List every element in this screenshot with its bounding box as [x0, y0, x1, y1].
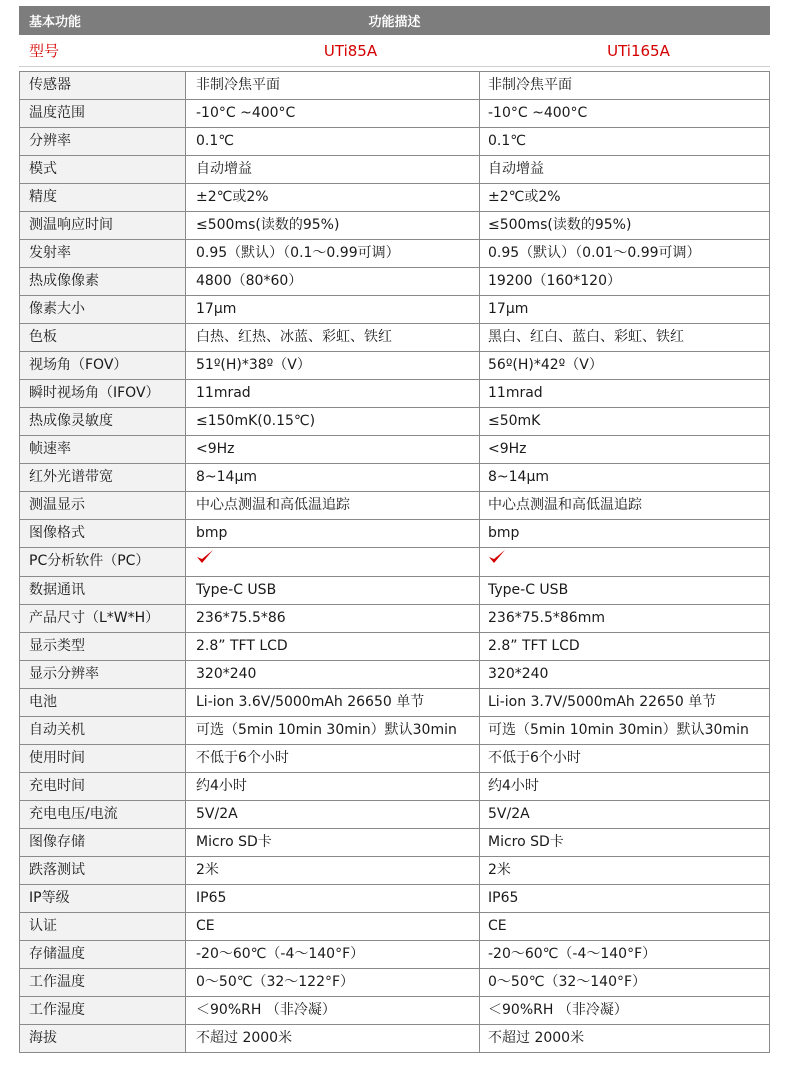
- spec-label: 测温显示: [20, 492, 186, 520]
- spec-label: 温度范围: [20, 100, 186, 128]
- spec-value-uti165a: 0.1℃: [480, 128, 770, 156]
- model-a-name: UTi85A: [323, 41, 378, 60]
- spec-value-uti85a: 2米: [186, 856, 480, 884]
- spec-label: PC分析软件（PC）: [20, 548, 186, 577]
- spec-table: [19, 71, 770, 1053]
- spec-label: 模式: [20, 156, 186, 184]
- spec-value-uti85a: Micro SD卡: [186, 828, 480, 856]
- table-row: [20, 464, 770, 492]
- spec-label: 显示类型: [20, 632, 186, 660]
- table-row: [20, 968, 770, 996]
- header-function-description: 功能描述: [368, 15, 421, 30]
- spec-value-uti85a: 2.8” TFT LCD: [186, 632, 480, 660]
- spec-value-uti85a: [186, 548, 480, 577]
- spec-value-uti165a: Micro SD卡: [480, 828, 770, 856]
- spec-label: 跌落测试: [20, 856, 186, 884]
- spec-value-uti85a: 0～50℃（32～122°F）: [186, 968, 480, 996]
- spec-label: 色板: [20, 324, 186, 352]
- spec-value-uti85a: 0.95（默认）（0.1～0.99可调）: [186, 240, 480, 268]
- spec-label: 数据通讯: [20, 576, 186, 604]
- table-row: [20, 1024, 770, 1052]
- table-row: [20, 576, 770, 604]
- checkmark-icon: [196, 548, 214, 575]
- table-row: [20, 800, 770, 828]
- spec-value-uti165a: Li-ion 3.7V/5000mAh 22650 单节: [480, 688, 770, 716]
- spec-value-uti85a: 17μm: [186, 296, 480, 324]
- table-row: [20, 604, 770, 632]
- spec-value-uti165a: 236*75.5*86mm: [480, 604, 770, 632]
- spec-value-uti85a: 0.1℃: [186, 128, 480, 156]
- spec-value-uti85a: 可选（5min 10min 30min）默认30min: [186, 716, 480, 744]
- spec-label: 测温响应时间: [20, 212, 186, 240]
- spec-value-uti85a: 236*75.5*86: [186, 604, 480, 632]
- spec-value-uti165a: 19200（160*120）: [480, 268, 770, 296]
- spec-value-uti85a: 8~14μm: [186, 464, 480, 492]
- spec-value-uti165a: 黑白、红白、蓝白、彩虹、铁红: [480, 324, 770, 352]
- spec-value-uti165a: 8~14μm: [480, 464, 770, 492]
- spec-value-uti165a: 约4小时: [480, 772, 770, 800]
- spec-label: 像素大小: [20, 296, 186, 324]
- spec-label: 图像存储: [20, 828, 186, 856]
- spec-value-uti85a: 不低于6个小时: [186, 744, 480, 772]
- spec-value-uti165a: Type-C USB: [480, 576, 770, 604]
- spec-value-uti85a: 不超过 2000米: [186, 1024, 480, 1052]
- spec-label: 显示分辨率: [20, 660, 186, 688]
- spec-value-uti165a: ≤500ms(读数的95%): [480, 212, 770, 240]
- table-row: [20, 128, 770, 156]
- spec-value-uti85a: <9Hz: [186, 436, 480, 464]
- spec-label: 热成像像素: [20, 268, 186, 296]
- spec-value-uti165a: 不低于6个小时: [480, 744, 770, 772]
- table-row: [20, 184, 770, 212]
- spec-value-uti85a: ±2℃或2%: [186, 184, 480, 212]
- table-row: [20, 912, 770, 940]
- table-row: [20, 996, 770, 1024]
- table-row: [20, 632, 770, 660]
- spec-label: 瞬时视场角（IFOV）: [20, 380, 186, 408]
- spec-label: 使用时间: [20, 744, 186, 772]
- table-row: [20, 884, 770, 912]
- table-row: [20, 716, 770, 744]
- spec-value-uti85a: IP65: [186, 884, 480, 912]
- table-row: [20, 352, 770, 380]
- table-row: [20, 72, 770, 100]
- table-row: [20, 856, 770, 884]
- spec-sheet: [19, 6, 770, 1053]
- spec-value-uti165a: <9Hz: [480, 436, 770, 464]
- spec-value-uti85a: CE: [186, 912, 480, 940]
- model-label: 型号: [29, 42, 60, 60]
- spec-value-uti165a: CE: [480, 912, 770, 940]
- table-row: [20, 520, 770, 548]
- spec-value-uti165a: 320*240: [480, 660, 770, 688]
- spec-label: 产品尺寸（L*W*H）: [20, 604, 186, 632]
- checkmark-icon: [488, 548, 506, 575]
- spec-value-uti165a: ±2℃或2%: [480, 184, 770, 212]
- table-row: [20, 380, 770, 408]
- spec-label: 工作湿度: [20, 996, 186, 1024]
- table-row: [20, 436, 770, 464]
- spec-value-uti85a: 白热、红热、冰蓝、彩虹、铁红: [186, 324, 480, 352]
- spec-label: 充电时间: [20, 772, 186, 800]
- table-row: [20, 240, 770, 268]
- spec-value-uti165a: 非制冷焦平面: [480, 72, 770, 100]
- table-row: [20, 828, 770, 856]
- spec-value-uti165a: 2米: [480, 856, 770, 884]
- table-row: [20, 100, 770, 128]
- spec-label: 红外光谱带宽: [20, 464, 186, 492]
- spec-value-uti85a: ＜90%RH （非冷凝）: [186, 996, 480, 1024]
- model-b-name: UTi165A: [607, 41, 670, 60]
- spec-value-uti165a: 17μm: [480, 296, 770, 324]
- spec-value-uti85a: 51º(H)*38º（V）: [186, 352, 480, 380]
- table-row: [20, 156, 770, 184]
- spec-value-uti85a: 5V/2A: [186, 800, 480, 828]
- spec-value-uti85a: bmp: [186, 520, 480, 548]
- table-row: [20, 940, 770, 968]
- spec-value-uti85a: 非制冷焦平面: [186, 72, 480, 100]
- spec-value-uti165a: 0.95（默认）（0.01～0.99可调）: [480, 240, 770, 268]
- spec-label: 发射率: [20, 240, 186, 268]
- table-row: [20, 296, 770, 324]
- spec-label: 分辨率: [20, 128, 186, 156]
- spec-value-uti165a: -10°C ~400°C: [480, 100, 770, 128]
- spec-value-uti165a: 不超过 2000米: [480, 1024, 770, 1052]
- spec-label: 热成像灵敏度: [20, 408, 186, 436]
- spec-label: 视场角（FOV）: [20, 352, 186, 380]
- table-row: [20, 212, 770, 240]
- spec-value-uti85a: 约4小时: [186, 772, 480, 800]
- spec-label: IP等级: [20, 884, 186, 912]
- spec-value-uti165a: 11mrad: [480, 380, 770, 408]
- spec-label: 帧速率: [20, 436, 186, 464]
- header-basic-function: 基本功能: [29, 15, 82, 30]
- spec-value-uti165a: 中心点测温和高低温追踪: [480, 492, 770, 520]
- spec-value-uti165a: IP65: [480, 884, 770, 912]
- spec-value-uti85a: 11mrad: [186, 380, 480, 408]
- spec-value-uti165a: [480, 548, 770, 577]
- spec-value-uti85a: -10°C ~400°C: [186, 100, 480, 128]
- table-row: [20, 772, 770, 800]
- spec-value-uti165a: 2.8” TFT LCD: [480, 632, 770, 660]
- spec-label: 精度: [20, 184, 186, 212]
- spec-label: 存储温度: [20, 940, 186, 968]
- spec-value-uti85a: 320*240: [186, 660, 480, 688]
- spec-value-uti165a: 可选（5min 10min 30min）默认30min: [480, 716, 770, 744]
- spec-value-uti165a: bmp: [480, 520, 770, 548]
- spec-value-uti165a: 56º(H)*42º（V）: [480, 352, 770, 380]
- spec-value-uti165a: ≤50mK: [480, 408, 770, 436]
- table-row: [20, 548, 770, 577]
- spec-label: 充电电压/电流: [20, 800, 186, 828]
- table-row: [20, 324, 770, 352]
- spec-value-uti85a: 4800（80*60）: [186, 268, 480, 296]
- spec-label: 传感器: [20, 72, 186, 100]
- spec-label: 海拔: [20, 1024, 186, 1052]
- spec-value-uti85a: 中心点测温和高低温追踪: [186, 492, 480, 520]
- spec-value-uti165a: -20～60℃（-4～140°F）: [480, 940, 770, 968]
- spec-label: 认证: [20, 912, 186, 940]
- spec-value-uti85a: Type-C USB: [186, 576, 480, 604]
- table-row: [20, 688, 770, 716]
- spec-label: 电池: [20, 688, 186, 716]
- table-row: [20, 268, 770, 296]
- spec-value-uti85a: Li-ion 3.6V/5000mAh 26650 单节: [186, 688, 480, 716]
- spec-label: 自动关机: [20, 716, 186, 744]
- spec-value-uti85a: ≤150mK(0.15℃): [186, 408, 480, 436]
- spec-label: 图像格式: [20, 520, 186, 548]
- spec-value-uti85a: 自动增益: [186, 156, 480, 184]
- spec-value-uti165a: 自动增益: [480, 156, 770, 184]
- table-row: [20, 660, 770, 688]
- table-row: [20, 492, 770, 520]
- spec-value-uti85a: ≤500ms(读数的95%): [186, 212, 480, 240]
- table-row: [20, 408, 770, 436]
- spec-value-uti165a: 0～50℃（32～140°F）: [480, 968, 770, 996]
- model-row: [19, 35, 770, 67]
- table-header: [19, 6, 770, 35]
- table-row: [20, 744, 770, 772]
- spec-value-uti85a: -20～60℃（-4～140°F）: [186, 940, 480, 968]
- spec-value-uti165a: 5V/2A: [480, 800, 770, 828]
- spec-value-uti165a: ＜90%RH （非冷凝）: [480, 996, 770, 1024]
- spec-label: 工作温度: [20, 968, 186, 996]
